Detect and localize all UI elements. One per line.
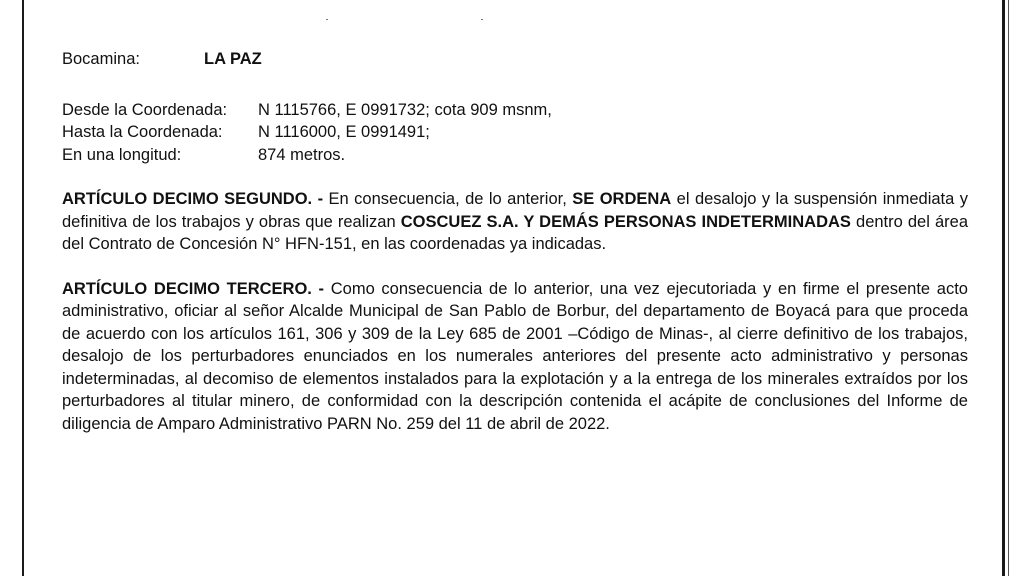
article-12-heading: ARTÍCULO DECIMO SEGUNDO. - xyxy=(62,190,324,208)
article-13-paragraph xyxy=(62,278,968,436)
coordinate-label: En una longitud: xyxy=(62,145,182,164)
bocamina-label: Bocamina: xyxy=(62,50,140,68)
document-body xyxy=(62,48,968,435)
coordinate-row xyxy=(62,99,968,122)
coordinates-block xyxy=(62,99,968,167)
page-right-border xyxy=(1002,0,1005,576)
coordinate-value: N 1115766, E 0991732; cota 909 msnm, xyxy=(258,100,552,119)
coordinate-label: Desde la Coordenada: xyxy=(62,100,228,119)
scan-speck xyxy=(326,19,328,20)
scan-speck xyxy=(481,19,483,20)
coordinate-value: N 1116000, E 0991491; xyxy=(258,123,430,141)
page-left-border xyxy=(22,0,24,576)
coordinate-label: Hasta la Coordenada: xyxy=(62,123,223,141)
article-12-text: el desalojo y la suspensión inmediata y definitiva de los trabajos y obras que realizan xyxy=(62,190,968,231)
article-12-text: dentro del área del Contrato de Concesión N° HFN-151, en las coordenadas ya indicadas. xyxy=(62,212,969,253)
article-12-text: En consecuencia, de lo anterior, xyxy=(323,190,573,208)
article-13-text: Como consecuencia de lo anterior, una vez ejecutoriada y en firme el presente acto administrativo, oficiar al señor Alcalde Municipal de San Pablo de Borbur, del departamento de Boyacá para que proceda de acuerdo con los artículos 161, 306 y 309 de la Ley 685 de 2001 –Código de Minas-, al cierre definitivo de los trabajos, desalojo de los perturbadores enunciados en los numerales anteriores del presente acto administrativo y personas indeterminadas, al decomiso de elementos instalados para la explotación y a la entrega de los minerales extraídos por los perturbadores al titular minero, de conformidad con la descripción contenida el acápite de conclusiones del Informe de diligencia de Amparo Administrativo PARN No. 259 del 11 de abril de 2022. xyxy=(62,279,968,433)
coordinate-value: 874 metros. xyxy=(258,145,346,164)
page-right-border-thin xyxy=(1008,0,1009,576)
coordinate-row xyxy=(62,121,968,144)
coordinate-row xyxy=(62,144,968,167)
article-12-paragraph xyxy=(62,188,968,256)
article-12-parties: COSCUEZ S.A. Y DEMÁS PERSONAS INDETERMINADAS xyxy=(400,212,851,231)
article-12-order: SE ORDENA xyxy=(572,190,672,208)
bocamina-value: LA PAZ xyxy=(204,50,262,68)
bocamina-row xyxy=(62,48,968,71)
article-13-heading: ARTÍCULO DECIMO TERCERO. - xyxy=(62,279,325,298)
